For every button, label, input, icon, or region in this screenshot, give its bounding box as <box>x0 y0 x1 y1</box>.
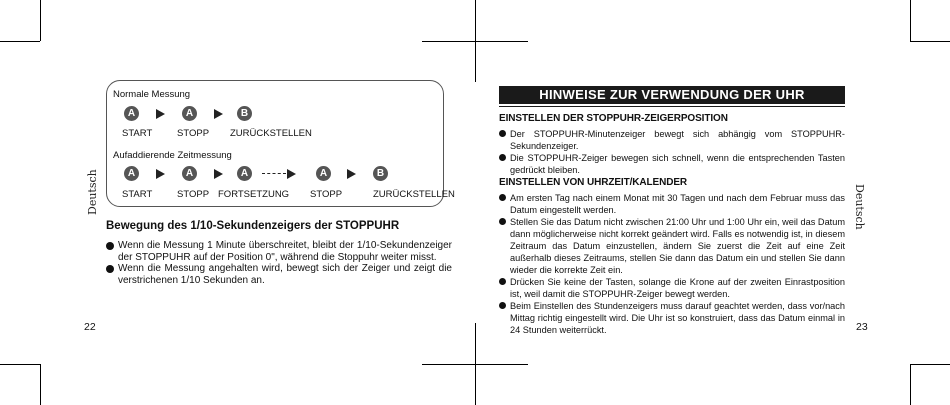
arrow-right-icon <box>347 169 356 179</box>
arrow-right-icon <box>287 169 296 179</box>
list-item <box>499 152 845 176</box>
action-label: STOPP <box>177 128 210 139</box>
bullet-list <box>499 192 845 336</box>
button-a-icon: A <box>124 166 139 181</box>
section-heading: Bewegung des 1/10-Sekundenzeigers der STOPPUHR <box>106 220 400 232</box>
split-measurement-label: Aufaddierende Zeitmessung <box>113 150 232 161</box>
button-a-icon: A <box>182 166 197 181</box>
side-label-right: Deutsch <box>853 184 866 230</box>
arrow-right-icon <box>156 109 165 119</box>
list-item-text: Wenn die Messung 1 Minute überschreitet, bleibt der 1/10-Sekundenzeiger der STOPPUHR auf der Position 0", während die Stoppuhr weiter misst. <box>118 240 452 263</box>
action-label: ZURÜCKSTELLEN <box>230 128 312 139</box>
action-label: FORTSETZUNG <box>218 189 290 200</box>
bullet-icon <box>106 265 114 273</box>
bullet-icon <box>499 194 506 201</box>
list-item-text: Am ersten Tag nach einem Monat mit 30 Tagen und nach dem Februar muss das Datum eingestellt werden. <box>510 193 845 215</box>
page-title: HINWEISE ZUR VERWENDUNG DER UHR <box>499 86 845 104</box>
bullet-icon <box>499 278 506 285</box>
list-item <box>499 300 845 336</box>
list-item-text: Drücken Sie keine der Tasten, solange die Krone auf der zweiten Einrastposition ist, weil damit die STOPPUHR-Zeiger bewegt werden. <box>510 277 845 299</box>
list-item-text: Wenn die Messung angehalten wird, bewegt sich der Zeiger und zeigt die verstrichenen 1/10 Sekunden an. <box>118 263 452 286</box>
page-number-right: 23 <box>856 321 868 333</box>
list-item-text: Stellen Sie das Datum nicht zwischen 21:00 Uhr und 1:00 Uhr ein, weil das Datum dann möglicherweise nicht korrekt geändert wird. Falls es notwendig ist, in diesem Zeitraum das Datum einzustellen, ändern Sie zuerst die Zeit auf eine Zeit außerhalb dieses Zeitraums, stellen Sie dann das Datum ein und stellen Sie dann wieder die korrekte Zeit ein. <box>510 217 845 275</box>
dashed-arrow-line <box>262 173 286 174</box>
list-item-text: Die STOPPUHR-Zeiger bewegen sich schnell, wenn die entsprechenden Tasten gedrückt bleiben. <box>510 153 845 175</box>
action-label: ZURÜCKSTELLEN <box>373 189 455 200</box>
bullet-list <box>499 128 845 176</box>
section-heading: EINSTELLEN DER STOPPUHR-ZEIGERPOSITION <box>499 113 728 124</box>
button-a-icon: A <box>182 106 197 121</box>
list-item <box>499 276 845 300</box>
action-label: START <box>122 128 153 139</box>
side-label-left: Deutsch <box>86 169 99 215</box>
button-a-icon: A <box>237 166 252 181</box>
normal-measurement-label: Normale Messung <box>113 89 191 100</box>
arrow-right-icon <box>214 109 223 119</box>
bullet-icon <box>499 302 506 309</box>
arrow-right-icon <box>214 169 223 179</box>
bullet-icon <box>106 242 114 250</box>
list-item <box>106 263 452 286</box>
bullet-icon <box>499 130 506 137</box>
list-item <box>106 240 452 263</box>
bullet-list <box>106 240 452 286</box>
list-item <box>499 128 845 152</box>
list-item-text: Der STOPPUHR-Minutenzeiger bewegt sich abhängig vom STOPPUHR-Sekundenzeiger. <box>510 129 845 151</box>
page-number-left: 22 <box>84 321 96 333</box>
bullet-icon <box>499 154 506 161</box>
bullet-icon <box>499 218 506 225</box>
button-b-icon: B <box>373 166 388 181</box>
list-item-text: Beim Einstellen des Stundenzeigers muss darauf geachtet werden, dass vor/nach Mittag richtig eingestellt wird. Die Uhr ist so konstruiert, dass das Datum einmal in 24 Stunden weiterrückt. <box>510 301 845 335</box>
button-a-icon: A <box>316 166 331 181</box>
list-item <box>499 192 845 216</box>
action-label: STOPP <box>177 189 210 200</box>
arrow-right-icon <box>156 169 165 179</box>
button-a-icon: A <box>124 106 139 121</box>
title-divider <box>499 106 845 107</box>
button-b-icon: B <box>237 106 252 121</box>
action-label: START <box>122 189 153 200</box>
section-heading: EINSTELLEN VON UHRZEIT/KALENDER <box>499 177 688 188</box>
list-item <box>499 216 845 276</box>
action-label: STOPP <box>310 189 343 200</box>
